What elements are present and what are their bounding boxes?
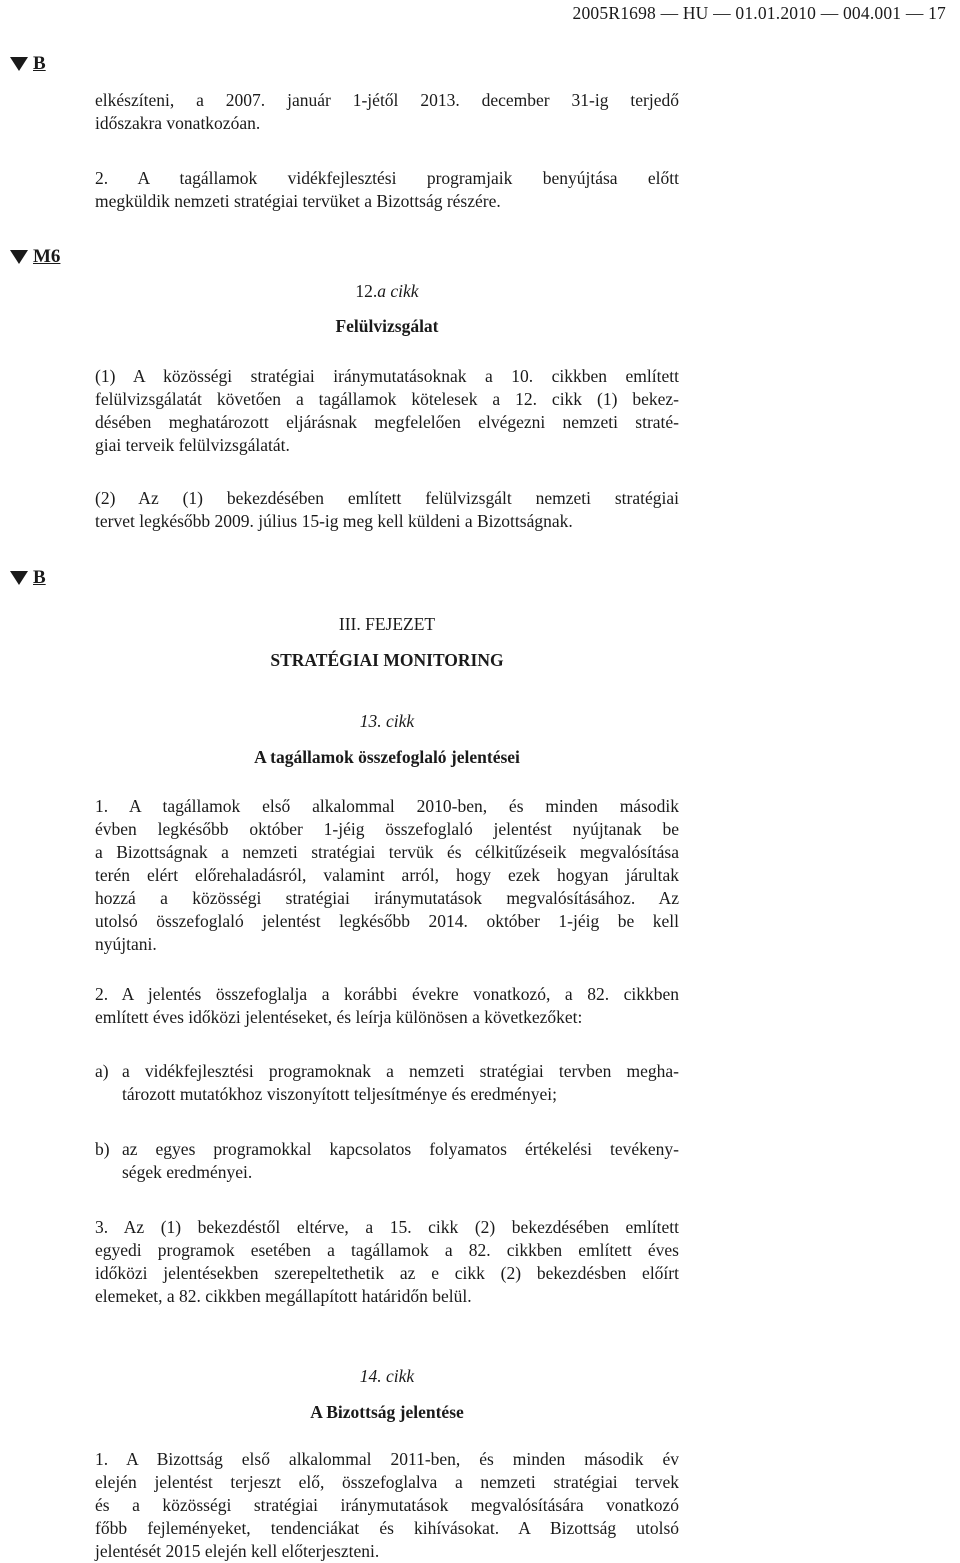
text-line: elemeket, a 82. cikkben megállapított határidőn belül.: [95, 1286, 472, 1306]
text-line: felülvizsgálatát követően a tagállamok kötelesek a 12. cikk (1) bekez-: [95, 389, 679, 409]
triangle-down-icon: [10, 250, 28, 264]
text-line: 2. A tagállamok vidékfejlesztési programjaik benyújtása előtt: [95, 168, 679, 188]
text-line: az egyes programokkal kapcsolatos folyamatos értékelési tevékeny-: [122, 1139, 679, 1159]
text-line: a vidékfejlesztési programoknak a nemzeti stratégiai tervben megha-: [122, 1061, 679, 1081]
article-number: 12.: [355, 281, 378, 301]
list-label: a): [95, 1061, 109, 1081]
paragraph-2: [95, 167, 679, 213]
text-line: giai terveik felülvizsgálatát.: [95, 435, 290, 455]
text-line: 1. A tagállamok első alkalommal 2010-ben, és minden második: [95, 796, 679, 816]
text-line: 3. Az (1) bekezdéstől eltérve, a 15. cikk (2) bekezdésében említett: [95, 1217, 679, 1237]
text-line: a Bizottságnak a nemzeti stratégiai tervük és célkitűzéseik megvalósítása: [95, 842, 679, 862]
list-item-b: [95, 1138, 679, 1184]
text-line: (1) A közösségi stratégiai iránymutatásoknak a 10. cikkben említett: [95, 366, 679, 386]
document-reference-header: 2005R1698 — HU — 01.01.2010 — 004.001 — 17: [572, 3, 946, 23]
triangle-down-icon: [10, 57, 28, 71]
text-line: (2) Az (1) bekezdésében említett felülvizsgált nemzeti stratégiai: [95, 488, 679, 508]
text-line: hozzá a közösségi stratégiai iránymutatások megvalósításához. Az: [95, 888, 679, 908]
list-label: b): [95, 1139, 110, 1159]
amendment-marker-b[interactable]: [10, 52, 46, 75]
article-suffix: a cikk: [377, 281, 419, 301]
text-line: utolsó összefoglaló jelentést legkésőbb 2014. október 1-jéig be kell: [95, 911, 679, 931]
marker-code[interactable]: B: [33, 567, 46, 588]
article-13-title: A tagállamok összefoglaló jelentései: [254, 747, 520, 767]
article-13-number: 13. cikk: [359, 711, 415, 731]
amendment-marker-b[interactable]: [10, 566, 46, 589]
article-12a-title: Felülvizsgálat: [335, 316, 439, 336]
text-line: időközi jelentésekben szerepeltethetik az e cikk (2) bekezdésben előírt: [95, 1263, 679, 1283]
article-13-paragraph-3: [95, 1216, 679, 1308]
text-line: egyedi programok esetében a tagállamok a 82. cikkben említett éves: [95, 1240, 679, 1260]
text-line: terén elért előrehaladásról, valamint arról, hogy ezek hogyan járultak: [95, 865, 679, 885]
article-14-paragraph-1: [95, 1448, 679, 1563]
text-line: és a közösségi stratégiai iránymutatások megvalósítására vonatkozó: [95, 1495, 679, 1515]
text-line: tározott mutatókhoz viszonyított teljesítménye és eredményei;: [122, 1084, 557, 1104]
text-line: 2. A jelentés összefoglalja a korábbi évekre vonatkozó, a 82. cikkben: [95, 984, 679, 1004]
marker-code[interactable]: B: [33, 53, 46, 74]
triangle-down-icon: [10, 571, 28, 585]
article-12a-paragraph-2: [95, 487, 679, 533]
text-line: főbb fejleményeket, tendenciákat és kihívásokat. A Bizottság utolsó: [95, 1518, 679, 1538]
article-14-title: A Bizottság jelentése: [310, 1402, 464, 1422]
article-13-paragraph-2: [95, 983, 679, 1029]
text-line: nyújtani.: [95, 934, 157, 954]
article-13-paragraph-1: [95, 795, 679, 956]
text-line: évben legkésőbb október 1-jéig összefoglaló jelentést nyújtanak be: [95, 819, 679, 839]
text-line: ségek eredményei.: [122, 1162, 253, 1182]
text-line: elkészíteni, a 2007. január 1-jétől 2013. december 31-ig terjedő: [95, 90, 679, 110]
text-line: megküldik nemzeti stratégiai tervüket a Bizottság részére.: [95, 191, 501, 211]
intro-paragraph: [95, 89, 679, 135]
text-line: 1. A Bizottság első alkalommal 2011-ben, és minden második év: [95, 1449, 679, 1469]
text-line: tervet legkésőbb 2009. július 15-ig meg kell küldeni a Bizottságnak.: [95, 511, 573, 531]
list-item-a: [95, 1060, 679, 1106]
chapter-number: III. FEJEZET: [338, 614, 436, 634]
article-12a-number: [95, 280, 679, 303]
marker-code[interactable]: M6: [33, 246, 61, 267]
article-14-number: 14. cikk: [359, 1366, 415, 1386]
text-line: jelentését 2015 elején kell előterjeszteni.: [95, 1541, 380, 1561]
article-12a-paragraph-1: [95, 365, 679, 457]
text-line: említett éves időközi jelentéseket, és leírja különösen a következőket:: [95, 1007, 583, 1027]
text-line: désében meghatározott eljárásnak megfelelően elvégezni nemzeti straté-: [95, 412, 679, 432]
chapter-title: STRATÉGIAI MONITORING: [270, 650, 504, 670]
text-line: időszakra vonatkozóan.: [95, 113, 261, 133]
amendment-marker-m6[interactable]: [10, 245, 60, 268]
text-line: elején jelentést terjeszt elő, összefoglalva a nemzeti stratégiai tervek: [95, 1472, 679, 1492]
